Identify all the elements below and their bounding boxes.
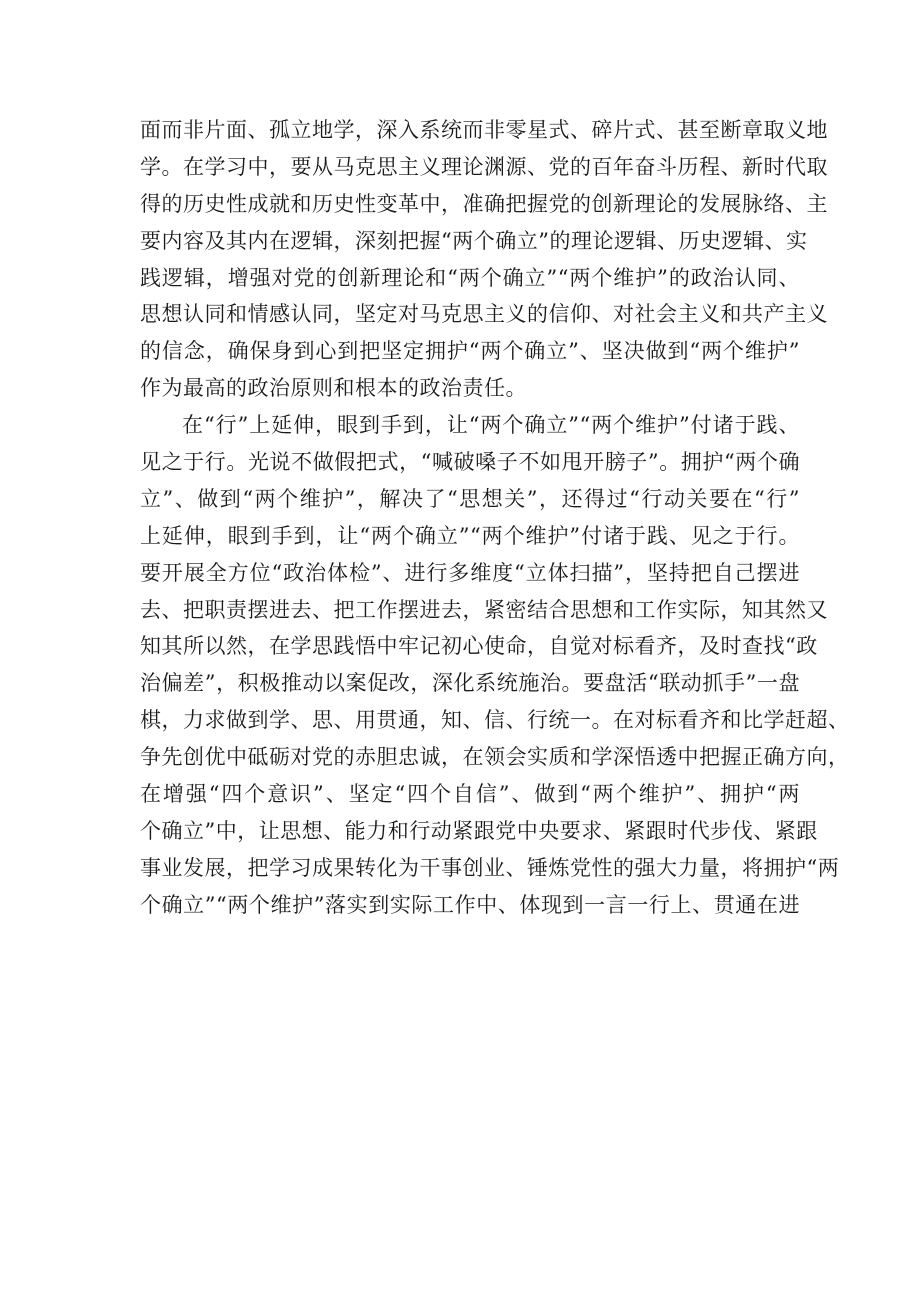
text-line: 思想认同和情感认同，坚定对马克思主义的信仰、对社会主义和共产主义	[140, 302, 828, 327]
text-line: 的信念，确保身到心到把坚定拥护“两个确立”、坚决做到“两个维护”	[140, 339, 800, 364]
text-line: 事业发展，把学习成果转化为干事创业、锤炼党性的强大力量，将拥护“两	[140, 855, 840, 880]
text-line: 上延伸，眼到手到，让“两个确立”“两个维护”付诸于践、见之于行。	[140, 523, 800, 548]
text-line: 在“行”上延伸，眼到手到，让“两个确立”“两个维护”付诸于践、	[182, 413, 800, 438]
paragraph-2	[140, 407, 850, 923]
text-line: 棋，力求做到学、思、用贯通，知、信、行统一。在对标看齐和比学赶超、	[140, 708, 850, 733]
text-line: 作为最高的政治原则和根本的政治责任。	[140, 376, 527, 401]
paragraph-1	[140, 112, 828, 407]
text-line: 在增强“四个意识”、坚定“四个自信”、做到“两个维护”、拥护“两	[140, 782, 800, 807]
document-body	[140, 112, 850, 924]
text-line: 个确立”中，让思想、能力和行动紧跟党中央要求、紧跟时代步伐、紧跟	[140, 818, 818, 843]
text-line: 个确立”“两个维护”落实到实际工作中、体现到一言一行上、贯通在进	[140, 892, 800, 917]
text-line: 见之于行。光说不做假把式，“喊破嗓子不如甩开膀子”。拥护“两个确	[140, 450, 800, 475]
text-line: 要开展全方位“政治体检”、进行多维度“立体扫描”，坚持把自己摆进	[140, 560, 800, 585]
text-line: 得的历史性成就和历史性变革中，准确把握党的创新理论的发展脉络、主	[140, 191, 828, 216]
text-line: 立”、做到“两个维护”，解决了“思想关”，还得过“行动关要在“行”	[140, 486, 800, 511]
text-line: 面而非片面、孤立地学，深入系统而非零星式、碎片式、甚至断章取义地	[140, 118, 828, 142]
text-line: 要内容及其内在逻辑，深刻把握“两个确立”的理论逻辑、历史逻辑、实	[140, 228, 808, 253]
text-line: 践逻辑，增强对党的创新理论和“两个确立”“两个维护”的政治认同、	[140, 265, 800, 290]
text-line: 去、把职责摆进去、把工作摆进去，紧密结合思想和工作实际，知其然又	[140, 597, 828, 622]
text-line: 知其所以然，在学思践悟中牢记初心使命，自觉对标看齐，及时查找“政	[140, 634, 818, 659]
text-line: 治偏差”，积极推动以案促改，深化系统施治。要盘活“联动抓手”一盘	[140, 671, 800, 696]
text-line: 争先创优中砥砺对党的赤胆忠诚，在领会实质和学深悟透中把握正确方向，	[140, 745, 850, 770]
text-line: 学。在学习中，要从马克思主义理论渊源、党的百年奋斗历程、新时代取	[140, 154, 828, 179]
